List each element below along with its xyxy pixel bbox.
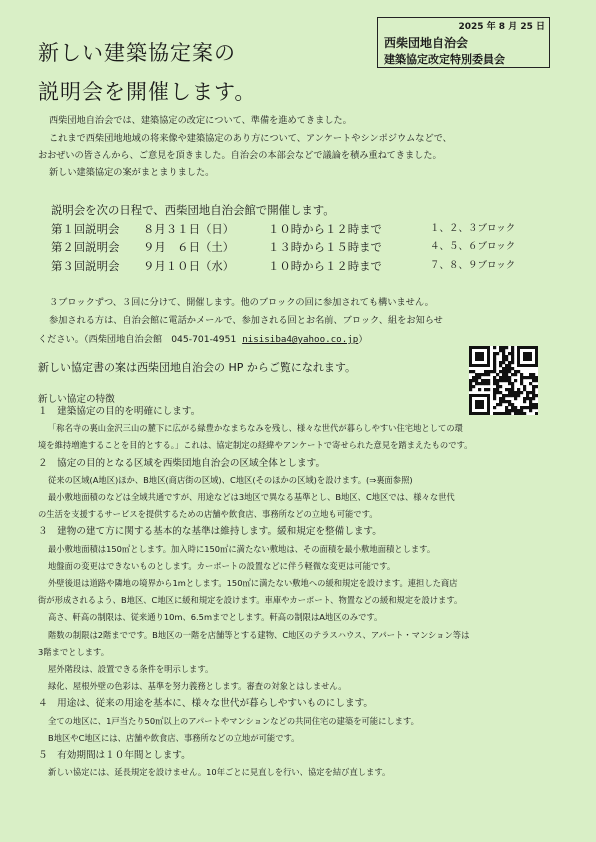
feature-text: 地盤面の変更はできないものとします。カーポートの設置などに伴う軽微な変更は可能です。 — [48, 560, 396, 571]
feature-text: 高さ、軒高の制限は、従来通り10m、6.5mまでとします。軒高の制限はA地区のみです。 — [48, 612, 383, 623]
session-date: ８月３１日（日） — [143, 222, 235, 236]
intro-line-1: 西柴団地自治会では、建築協定の改定について、準備を進めてきました。 — [49, 115, 352, 126]
feature-text: 境を維持増進することを目的とする。」これは、協定制定の経緯やアンケートで寄せられた意見を踏まえたものです。 — [38, 440, 473, 451]
contact-close: ） — [358, 334, 368, 345]
schedule-lead: 説明会を次の日程で、西柴団地自治会館で開催します。 — [51, 203, 335, 217]
session-name: 第３回説明会 — [51, 259, 120, 273]
feature-text: 外壁後退は道路や隣地の境界から1mとします。150㎡に満たない敷地への緩和規定を設けます。連担した商店 — [48, 578, 458, 588]
notes-line-3 — [38, 331, 368, 349]
issuer-committee: 建築協定改定特別委員会 — [384, 53, 505, 66]
feature-heading: ２ 協定の目的となる区域を西柴団地自治会の区域全体とします。 — [38, 457, 326, 469]
feature-text: 全ての地区に、1戸当たり50㎡以上のアパートやマンションなどの共同住宅の建築を可能にします。 — [48, 715, 419, 726]
notes-line-2: 参加される方は、自治会館に電話かメールで、参加される回とお名前、ブロック、組をお知らせ — [49, 315, 443, 326]
issuer-box — [377, 17, 550, 68]
session-name: 第２回説明会 — [51, 240, 120, 254]
feature-text: 最小敷地面積のなどは全域共通ですが、用途などは3地区で異なる基準とし、B地区、C地区では、様々な世代 — [48, 492, 455, 502]
session-date: ９月１０日（水） — [143, 259, 235, 273]
title-line-1: 新しい建築協定案の — [38, 41, 236, 65]
intro-line-2: これまで西柴団地地域の将来像や建築協定のあり方について、アンケートやシンポジウムなどで、 — [49, 133, 452, 144]
session-date: ９月 ６日（土） — [143, 240, 235, 254]
features-heading: 新しい協定の特徴 — [38, 394, 115, 405]
session-name: 第１回説明会 — [51, 222, 120, 236]
feature-text: 街が形成されるよう、B地区、C地区に緩和規定を設けます。車庫やカーポート、物置などの緩和規定を設けます。 — [38, 595, 463, 606]
email-link[interactable]: nisisiba4@yahoo.co.jp — [242, 334, 359, 345]
feature-text: B地区やC地区には、店舗や飲食店、事務所などの立地が可能です。 — [48, 732, 300, 743]
qr-code[interactable] — [469, 346, 538, 415]
session-time: １３時から１５時まで — [268, 240, 382, 254]
intro-line-3: おおぜいの皆さんから、ご意見を頂きました。自治会の本部会などで議論を積み重ねてきました。 — [38, 150, 442, 161]
notes-line-1: ３ブロックずつ、３回に分けて、開催します。他のブロックの回に参加されても構いません。 — [49, 297, 434, 308]
feature-heading: １ 建築協定の目的を明確にします。 — [38, 406, 201, 417]
contact-text: ください。（西柴団地自治会館 045-701-4951 — [38, 334, 237, 345]
feature-text: 屋外階段は、設置できる条件を明示します。 — [48, 664, 214, 674]
intro-line-4: 新しい建築協定の案がまとまりました。 — [49, 167, 215, 178]
feature-text: 新しい協定には、延長規定を設けません。10年ごとに見直しを行い、協定を結び直します。 — [48, 767, 391, 778]
session-time: １０時から１２時まで — [268, 259, 382, 273]
session-blocks: ７、８、９ブロック — [430, 260, 516, 271]
feature-text: 3階までとします。 — [38, 646, 109, 657]
feature-text: 階数の制限は2階までです。B地区の一階を店舗等とする建物、C地区のテラスハウス、アパート・マンション等は — [48, 629, 470, 640]
feature-text: 緑化、屋根外壁の色彩は、基準を努力義務とします。審査の対象とはしません。 — [48, 681, 347, 692]
issuer-name: 西柴団地自治会 — [384, 36, 469, 50]
feature-heading: ３ 建物の建て方に関する基本的な基準は維持します。緩和規定を整備します。 — [38, 526, 382, 538]
website-note: 新しい協定書の案は西柴団地自治会の HP からご覧になれます。 — [38, 361, 357, 374]
session-blocks: １、２、３ブロック — [430, 223, 516, 234]
feature-heading: ５ 有効期間は１０年間とします。 — [38, 750, 191, 761]
issue-date: 2025 年 8 月 25 日 — [458, 22, 545, 32]
title-line-2: 説明会を開催します。 — [38, 80, 257, 104]
feature-heading: ４ 用途は、従来の用途を基本に、様々な世代が暮らしやすいものにします。 — [38, 698, 374, 710]
session-time: １０時から１２時まで — [268, 222, 382, 236]
feature-text: 「称名寺の裏山金沢三山の麓下に広がる緑豊かなまちなみを残し、様々な世代が暮らしやすい住宅地としての環 — [48, 423, 463, 434]
feature-text: の生活を支援するサービスを提供するための店舗や飲食店、事務所などの立地も可能です。 — [38, 509, 378, 520]
feature-text: 従来の区域(A地区)ほか、B地区(商店街の区域)、C地区(そのほかの区域)を設けます。(⇒裏面参照) — [48, 474, 413, 485]
session-blocks: ４、５、６ブロック — [430, 241, 516, 252]
feature-text: 最小敷地面積は150㎡とします。加入時に150㎡に満たない敷地は、その面積を最小敷地面積とします。 — [48, 543, 436, 554]
qr-code-image — [469, 346, 538, 415]
